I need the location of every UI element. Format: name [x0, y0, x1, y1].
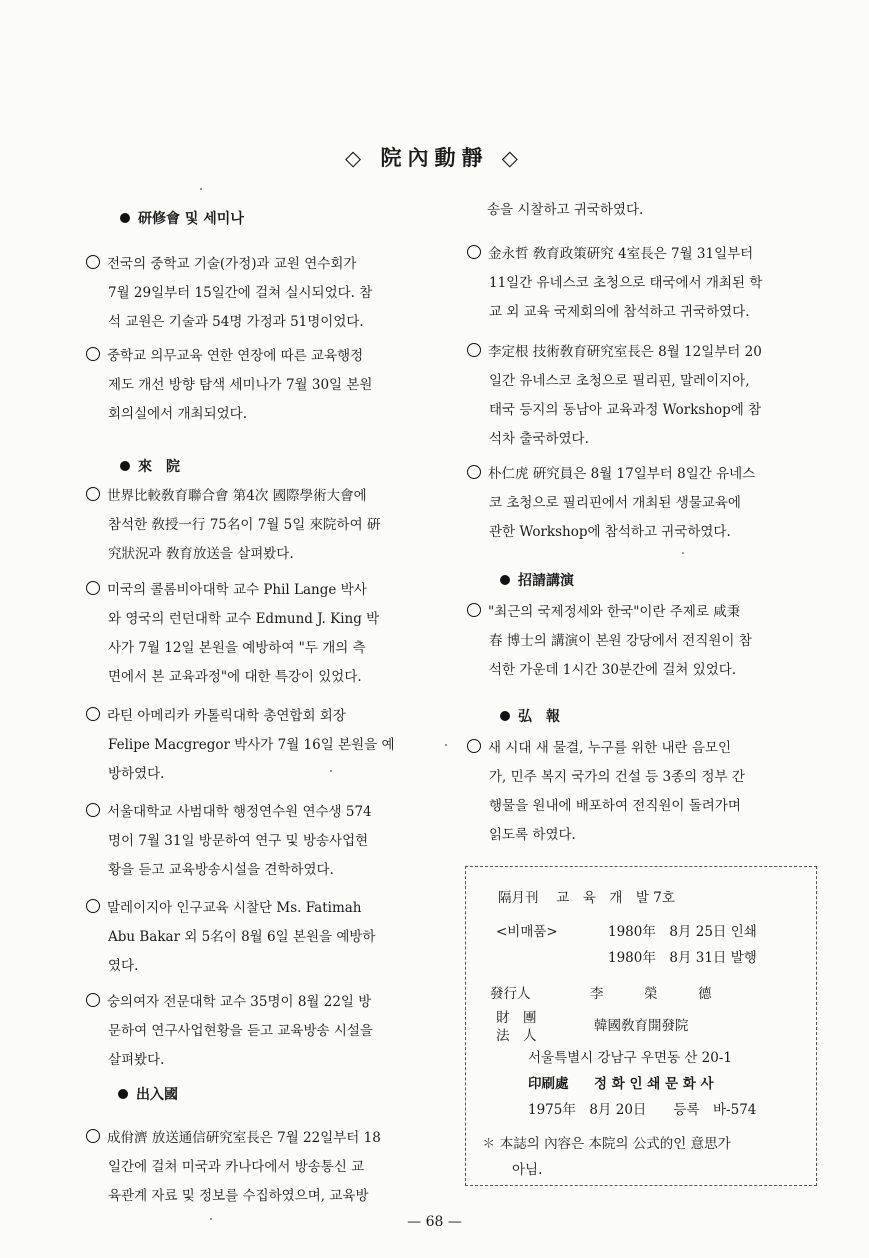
section-heading-lectures: 招請講演	[500, 570, 574, 590]
news-item: 미국의 콜롬비아대학 교수 Phil Lange 박사 와 영국의 런던대학 교수 Edmund J. King 박 사가 7월 12일 본원을 예방하여 "두 개의 측 면에서 본 교육과정"에 대한 특강이 있었다.	[86, 576, 379, 692]
scan-speck	[200, 188, 202, 190]
scan-speck	[210, 1218, 212, 1220]
section-heading-visits: 來 院	[120, 456, 180, 476]
scan-speck	[330, 770, 332, 772]
page-number: — 68 —	[407, 1214, 462, 1230]
print-date: 1980年 8月 25日 인쇄	[608, 924, 757, 940]
publisher-name: 李 榮 德	[590, 986, 712, 1002]
circle-bullet-icon	[86, 581, 100, 595]
news-item: 중학교 의무교육 연한 연장에 따른 교육행정 제도 개선 방향 탐색 세미나가 7월 30일 본원 회의실에서 개최되었다.	[86, 342, 372, 429]
news-item: 새 시대 새 물결, 누구를 위한 내란 음모인 가, 민주 복지 국가의 건설 등 3종의 정부 간 행물을 원내에 배포하여 전직원이 돌려가며 읽도록 하였다.	[467, 734, 745, 850]
circle-bullet-icon	[467, 343, 481, 357]
bullet-icon	[500, 575, 510, 585]
circle-bullet-icon	[86, 255, 100, 269]
scan-speck	[682, 552, 684, 554]
section-heading-travel: 出入國	[118, 1084, 178, 1104]
circle-bullet-icon	[86, 347, 100, 361]
circle-bullet-icon	[467, 739, 481, 753]
news-item: 라틴 아메리카 카톨릭대학 총연합회 회장 Felipe Macgregor 박사가 7월 16일 본원을 예 방하였다.	[86, 702, 395, 789]
registration: 1975年 8月 20日 등록 바-574	[528, 1102, 757, 1118]
circle-bullet-icon	[86, 707, 100, 721]
publisher-label: 發行人	[490, 986, 531, 1002]
news-item: 金永哲 敎育政策硏究 4室長은 7월 31일부터 11일간 유네스코 초청으로 태국에서 개최된 학 교 외 교육 국제회의에 참석하고 귀국하였다.	[467, 240, 762, 327]
publish-date: 1980年 8月 31日 발행	[608, 950, 757, 966]
news-item: 서울대학교 사범대학 행정연수원 연수생 574 명이 7월 31일 방문하여 연구 및 방송사업현 황을 듣고 교육방송시설을 견학하였다.	[86, 798, 372, 885]
section-heading-publicity: 弘 報	[500, 706, 560, 726]
news-item: "최근의 국제정세와 한국"이란 주제로 咸秉 春 博士의 講演이 본원 강당에서 전직원이 참 석한 가운데 1시간 30분간에 걸쳐 있었다.	[467, 598, 752, 685]
news-item: 朴仁虎 硏究員은 8월 17일부터 8일간 유네스 코 초청으로 필리핀에서 개최된 생물교육에 관한 Workshop에 참석하고 귀국하였다.	[467, 460, 755, 547]
bullet-icon	[120, 213, 130, 223]
circle-bullet-icon	[86, 899, 100, 913]
org-label: 法 人	[496, 1028, 537, 1044]
circle-bullet-icon	[467, 245, 481, 259]
printer-name: 정 화 인 쇄 문 화 사	[594, 1076, 714, 1092]
news-item-continued: 송을 시찰하고 귀국하였다.	[487, 202, 644, 218]
disclaimer: 아님.	[512, 1162, 543, 1178]
circle-bullet-icon	[86, 487, 100, 501]
news-item: 李定根 技術敎育硏究室長은 8월 12일부터 20 일간 유네스코 초청으로 필리핀, 말레이지아, 태국 등지의 동남아 교육과정 Workshop에 참 석차 출국하였다.	[467, 338, 762, 454]
nonsale-label: <비매품>	[496, 924, 558, 940]
news-item: 전국의 중학교 기술(가정)과 교원 연수회가 7월 29일부터 15일간에 걸쳐 실시되었다. 참 석 교원은 기술과 54명 가정과 51명이었다.	[86, 250, 372, 337]
org-label: 財 團	[496, 1010, 537, 1026]
circle-bullet-icon	[86, 1129, 100, 1143]
printer-label: 印刷處	[528, 1076, 569, 1092]
section-heading-training: 研修會 및 세미나	[120, 208, 244, 228]
circle-bullet-icon	[467, 465, 481, 479]
magazine-name: 隔月刊 교 육 개 발 7호	[498, 890, 675, 906]
org-name: 韓國敎育開發院	[594, 1018, 689, 1034]
page-title: ◇ 院內動靜 ◇	[345, 145, 524, 170]
news-item: 숭의여자 전문대학 교수 35명이 8월 22일 방 문하여 연구사업현황을 듣고 교육방송 시설을 살펴봤다.	[86, 988, 373, 1075]
news-item: 世界比較敎育聯合會 第4次 國際學術大會에 참석한 敎授一行 75名이 7월 5일 來院하여 硏 究狀況과 敎育放送을 살펴봤다.	[86, 482, 380, 569]
scan-speck	[445, 744, 447, 746]
circle-bullet-icon	[467, 603, 481, 617]
circle-bullet-icon	[86, 803, 100, 817]
bullet-icon	[118, 1089, 128, 1099]
address: 서울특별시 강남구 우면동 산 20-1	[528, 1050, 732, 1066]
news-item: 말레이지아 인구교육 시찰단 Ms. Fatimah Abu Bakar 외 5名이 8월 6일 본원을 예방하 였다.	[86, 894, 375, 981]
circle-bullet-icon	[86, 993, 100, 1007]
news-item: 成佾濟 放送通信硏究室長은 7월 22일부터 18 일간에 걸쳐 미국과 카나다에서 방송통신 교 육관계 자료 및 정보를 수집하였으며, 교육방	[86, 1124, 381, 1211]
disclaimer: ✽ 本誌의 內容은 本院의 公式的인 意思가	[482, 1136, 731, 1152]
bullet-icon	[120, 461, 130, 471]
bullet-icon	[500, 711, 510, 721]
